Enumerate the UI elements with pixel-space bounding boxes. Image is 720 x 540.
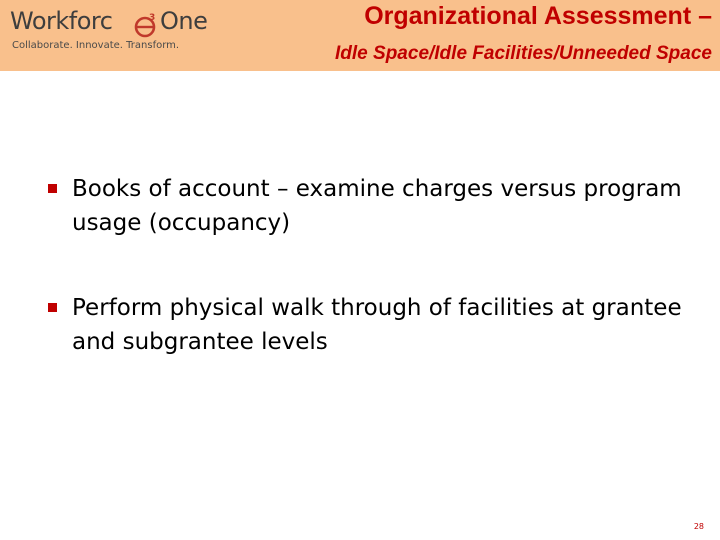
- workforce-one-logo: [10, 7, 208, 57]
- logo-wordmark-part2: One: [160, 7, 208, 35]
- header-banner: [0, 0, 720, 71]
- bullet-item: [48, 291, 698, 359]
- bullet-item: [48, 172, 698, 240]
- square-bullet-icon: [48, 303, 57, 312]
- e3-icon: [134, 12, 158, 38]
- bullet-list: [48, 172, 698, 410]
- bullet-text: Books of account – examine charges versus program usage (occupancy): [72, 176, 682, 236]
- page-number: 28: [693, 522, 704, 531]
- logo-tagline: Collaborate. Innovate. Transform.: [12, 40, 180, 51]
- slide-title-line2: Idle Space/Idle Facilities/Unneeded Space: [335, 43, 712, 64]
- square-bullet-icon: [48, 184, 57, 193]
- slide-title-line1: Organizational Assessment –: [364, 2, 712, 30]
- logo-wordmark-part1: Workforc: [10, 7, 113, 35]
- svg-text:3: 3: [149, 13, 156, 23]
- bullet-text: Perform physical walk through of facilities at grantee and subgrantee levels: [72, 295, 682, 355]
